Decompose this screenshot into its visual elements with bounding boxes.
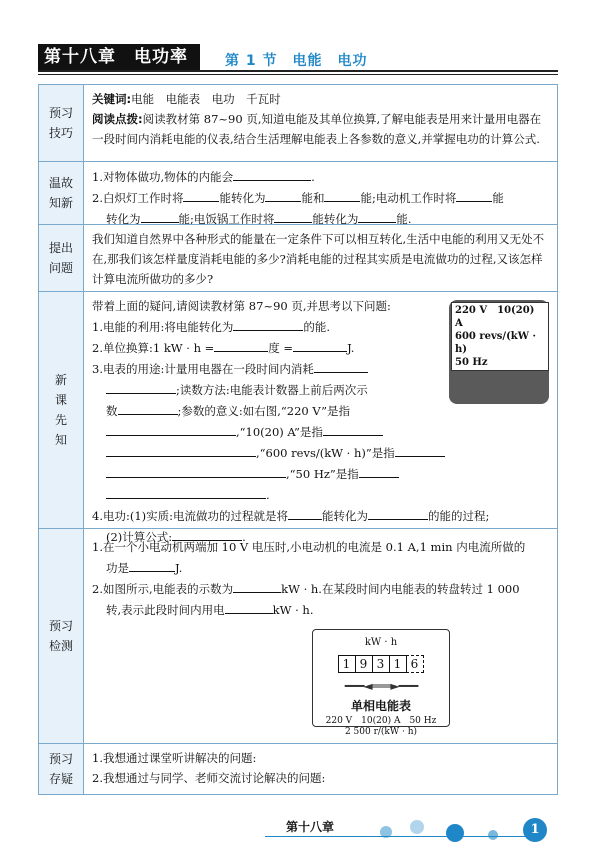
row-new-lesson bbox=[39, 291, 557, 544]
answer-blank[interactable] bbox=[106, 379, 176, 394]
row-label: 预习 检测 bbox=[39, 529, 84, 743]
row-content: 1.我想通过课堂听讲解决的问题: 2.我想通过与同学、老师交流讨论解决的问题: bbox=[92, 751, 326, 785]
section-title: 第 1 节 电能 电功 bbox=[225, 53, 368, 69]
answer-blank[interactable] bbox=[106, 421, 236, 436]
row-label: 预习 存疑 bbox=[39, 744, 84, 794]
question-text: 我们知道自然界中各种形式的能量在一定条件下可以相互转化,生活中电能的利用又无处不在,那我们该怎样量度消耗电能的多少?消耗电能的过程其实质是电流做功的过程,又该怎样计算电流所做功的多少? bbox=[92, 232, 545, 286]
row-label: 预习 技巧 bbox=[39, 85, 84, 161]
answer-blank[interactable] bbox=[106, 484, 266, 499]
answer-blank[interactable] bbox=[106, 442, 256, 457]
answer-blank[interactable] bbox=[214, 337, 268, 352]
chapter-title: 第十八章 电功率 bbox=[38, 44, 200, 70]
decor-dot bbox=[410, 820, 424, 834]
answer-blank[interactable] bbox=[324, 187, 360, 202]
row-label: 提出 问题 bbox=[39, 225, 84, 291]
arrow-icon: ━━━◄═══►━━━ bbox=[344, 679, 418, 693]
meter-spec: 2 500 r/(kW · h) bbox=[344, 727, 418, 737]
keywords: 电能 电能表 电功 千瓦时 bbox=[131, 92, 281, 106]
row-doubts bbox=[39, 743, 557, 794]
tip-text: 阅读教材第 87~90 页,知道电能及其单位换算,了解电能表是用来计量用电器在一段时间内消耗电能的仪表,结合生活理解电能表上各参数的意义,并掌握电功的计算公式. bbox=[92, 112, 542, 146]
meter-digits bbox=[313, 655, 449, 673]
meter-spec: 220 V 10(20) A 50 Hz bbox=[325, 716, 437, 726]
meter-digit: 3 bbox=[372, 655, 390, 673]
answer-blank[interactable] bbox=[106, 463, 286, 478]
answer-blank[interactable] bbox=[233, 578, 281, 593]
answer-blank[interactable] bbox=[456, 187, 492, 202]
electric-meter-diagram bbox=[312, 629, 450, 737]
keywords-label: 关键词: bbox=[92, 92, 132, 106]
meter-digit: 1 bbox=[389, 655, 407, 673]
page-number: 1 bbox=[523, 818, 547, 842]
row-content: 1.在一个小电动机两端加 10 V 电压时,小电动机的电流是 0.1 A,1 min 内电流所做的 功是 J. 2.如图所示,电能表的示数为 kW · h.在某段时间内电能表的转盘转过 1 000 转,表示此段时间内用电 kW · h. kW · h 1 9 3 1 6 ━━━◄═══►━━━ 单相电能表 220 V 10(20) A 50 Hz 2 500 r/(kW · h) bbox=[92, 540, 526, 737]
answer-blank[interactable] bbox=[274, 208, 312, 223]
answer-blank[interactable] bbox=[359, 463, 399, 478]
row-question bbox=[39, 224, 557, 291]
answer-blank[interactable] bbox=[265, 187, 301, 202]
row-content bbox=[84, 225, 557, 291]
study-table bbox=[38, 84, 558, 795]
answer-blank[interactable] bbox=[129, 557, 175, 572]
meter-digit-decimal: 6 bbox=[406, 655, 424, 673]
answer-blank[interactable] bbox=[183, 187, 219, 202]
decor-dot bbox=[446, 824, 464, 842]
header-rule bbox=[38, 70, 558, 72]
row-label: 温故 知新 bbox=[39, 162, 84, 224]
tip-label: 阅读点拨: bbox=[92, 112, 143, 126]
answer-blank[interactable] bbox=[288, 505, 322, 520]
electric-meter-photo bbox=[449, 300, 549, 404]
answer-blank[interactable] bbox=[225, 599, 273, 614]
answer-blank[interactable] bbox=[293, 337, 347, 352]
answer-blank[interactable] bbox=[358, 208, 396, 223]
row-review bbox=[39, 161, 557, 224]
meter-digit: 9 bbox=[355, 655, 373, 673]
row-content bbox=[84, 85, 557, 161]
decor-dot bbox=[488, 830, 498, 840]
row-content: 220 V 10(20) A 600 revs/(kW · h) 50 Hz 带着上面的疑问,请阅读教材第 87~90 页,并思考以下问题: 1.电能的利用:将电能转化为 的能. 2.单位换算:1 kW · h = 度 = J. 3.电表的用途:计量用电器在一段时间内消耗 ;读数方法:电能表计数器上前后两次示 数 ;参数的意义:如右图,“220 V”是指 ,“10(20) A”是指 ,“600 revs/(kW · h)”是指 ,“50 Hz”是指 . 4.电功:(1)实质:电流做功的过程就是将 能转化为 的能的过程; (2)计算公式: . bbox=[84, 292, 557, 528]
row-label: 新 课 先 知 bbox=[39, 292, 84, 528]
answer-blank[interactable] bbox=[233, 166, 311, 181]
answer-blank[interactable] bbox=[395, 442, 445, 457]
answer-blank[interactable] bbox=[233, 316, 303, 331]
answer-blank[interactable] bbox=[118, 400, 178, 415]
header-rule-thin bbox=[38, 74, 558, 75]
footer-chapter: 第十八章 bbox=[286, 820, 335, 834]
answer-blank[interactable] bbox=[141, 208, 179, 223]
meter-spec-label: 220 V 10(20) A 600 revs/(kW · h) 50 Hz bbox=[451, 302, 549, 371]
row-preview-test bbox=[39, 528, 557, 743]
meter-unit: kW · h bbox=[364, 637, 398, 648]
meter-name: 单相电能表 bbox=[350, 699, 411, 713]
answer-blank[interactable] bbox=[314, 358, 368, 373]
meter-digit: 1 bbox=[338, 655, 356, 673]
row-preview-tips bbox=[39, 85, 557, 161]
decor-dot bbox=[380, 826, 392, 838]
answer-blank[interactable] bbox=[323, 421, 383, 436]
row-content: 1.对物体做功,物体的内能会 . 2.白炽灯工作时将 能转化为 能和 能;电动机工作时将 能 转化为 能;电饭锅工作时将 能转化为 能. bbox=[84, 162, 557, 224]
answer-blank[interactable] bbox=[368, 505, 428, 520]
